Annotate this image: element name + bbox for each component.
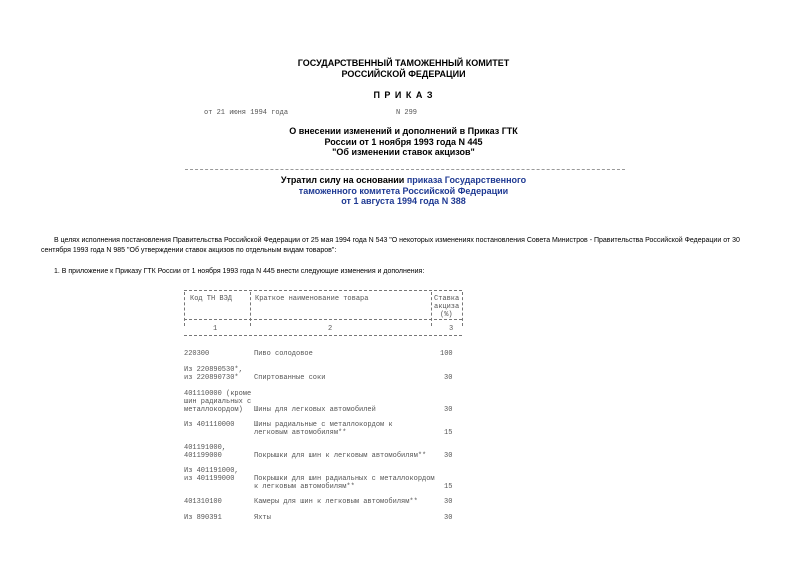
revoked-link-part3[interactable]: от 1 августа 1994 года N 388	[341, 196, 466, 206]
table-row-3-rate: 30	[444, 406, 453, 414]
table-row-6-name: Покрышки для шин радиальных с металлокордом к легковым автомобилям**	[254, 475, 435, 491]
table-header-separator	[184, 319, 462, 320]
table-row-7-code: 401310100	[184, 498, 222, 506]
table-colnum-2: 2	[328, 325, 333, 333]
table-row-1-rate: 100	[440, 350, 453, 358]
table-colnum-3: 3	[449, 325, 454, 333]
table-row-4-rate: 15	[444, 429, 453, 437]
table-row-5-name: Покрышки для шин к легковым автомобилям**	[254, 452, 427, 460]
table-vline-1	[250, 292, 251, 326]
table-row-6-code: Из 401191000, из 401199000	[184, 467, 239, 483]
table-row-7-rate: 30	[444, 498, 453, 506]
paragraph-1-line2: сентября 1993 года N 985 "Об утверждении ставок акцизов по отдельным видам товаров":	[41, 247, 337, 254]
paragraph-1-line1: В целях исполнения постановления Правительства Российской Федерации от 25 мая 1994 года N 543 "О некоторых изменениях постановления Совета Министров - Правительства Российской Федерации от 30	[54, 237, 740, 244]
org-name-line2: РОССИЙСКОЙ ФЕДЕРАЦИИ	[341, 69, 466, 79]
table-row-2-code: Из 220890530*, из 220890730*	[184, 366, 243, 382]
table-row-2-rate: 30	[444, 374, 453, 382]
table-vline-2	[431, 292, 432, 326]
revoked-link-part1[interactable]: приказа Государственного	[406, 175, 527, 185]
paragraph-2: 1. В приложение к Приказу ГТК России от 1 ноября 1993 года N 445 внести следующие изменения и дополнения:	[54, 268, 425, 275]
table-numbers-separator	[184, 335, 462, 336]
table-row-1-code: 220300	[184, 350, 210, 358]
table-row-8-name: Яхты	[254, 514, 271, 522]
table-row-3-code: 401110000 (кроме шин радиальных с металлокордом)	[184, 390, 252, 414]
table-row-6-rate: 15	[444, 483, 453, 491]
revoked-notice-line1	[0, 175, 807, 185]
table-vline-right	[462, 292, 463, 326]
doc-type: П Р И К А З	[373, 90, 434, 100]
table-row-8-rate: 30	[444, 514, 453, 522]
table-header-rate-line2: акциза	[434, 303, 460, 311]
table-header-name: Краткое наименование товара	[255, 295, 369, 303]
table-colnum-1: 1	[213, 325, 218, 333]
table-row-4-name: Шины радиальные с металлокордом к легковым автомобилям**	[254, 421, 393, 437]
doc-title-line3: "Об изменении ставок акцизов"	[332, 147, 475, 157]
doc-number: N 299	[396, 109, 418, 117]
org-name-line1: ГОСУДАРСТВЕННЫЙ ТАМОЖЕННЫЙ КОМИТЕТ	[297, 58, 510, 68]
doc-title-line1: О внесении изменений и дополнений в Приказ ГТК	[289, 126, 518, 136]
table-row-5-code: 401191000, 401199000	[184, 444, 227, 460]
doc-date: от 21 июня 1994 года	[204, 109, 289, 117]
table-row-4-code: Из 401110000	[184, 421, 235, 429]
revoked-prefix: Утратил силу на основании	[280, 175, 407, 185]
doc-title-line2: России от 1 ноября 1993 года N 445	[324, 137, 483, 147]
revoked-link-part2[interactable]: таможенного комитета Российской Федерации	[298, 186, 509, 196]
table-header-code: Код ТН ВЭД	[190, 295, 233, 303]
table-row-2-name: Спиртованные соки	[254, 374, 326, 382]
table-row-3-name: Шины для легковых автомобилей	[254, 406, 376, 414]
table-vline-left	[184, 292, 185, 326]
table-top-border	[184, 290, 462, 291]
table-header-rate-line3: (%)	[440, 311, 453, 319]
table-row-1-name: Пиво солодовое	[254, 350, 313, 358]
table-row-8-code: Из 890391	[184, 514, 222, 522]
table-header-rate-line1: Ставка	[434, 295, 460, 303]
divider-line	[185, 169, 625, 170]
table-row-5-rate: 30	[444, 452, 453, 460]
table-row-7-name: Камеры для шин к легковым автомобилям**	[254, 498, 418, 506]
